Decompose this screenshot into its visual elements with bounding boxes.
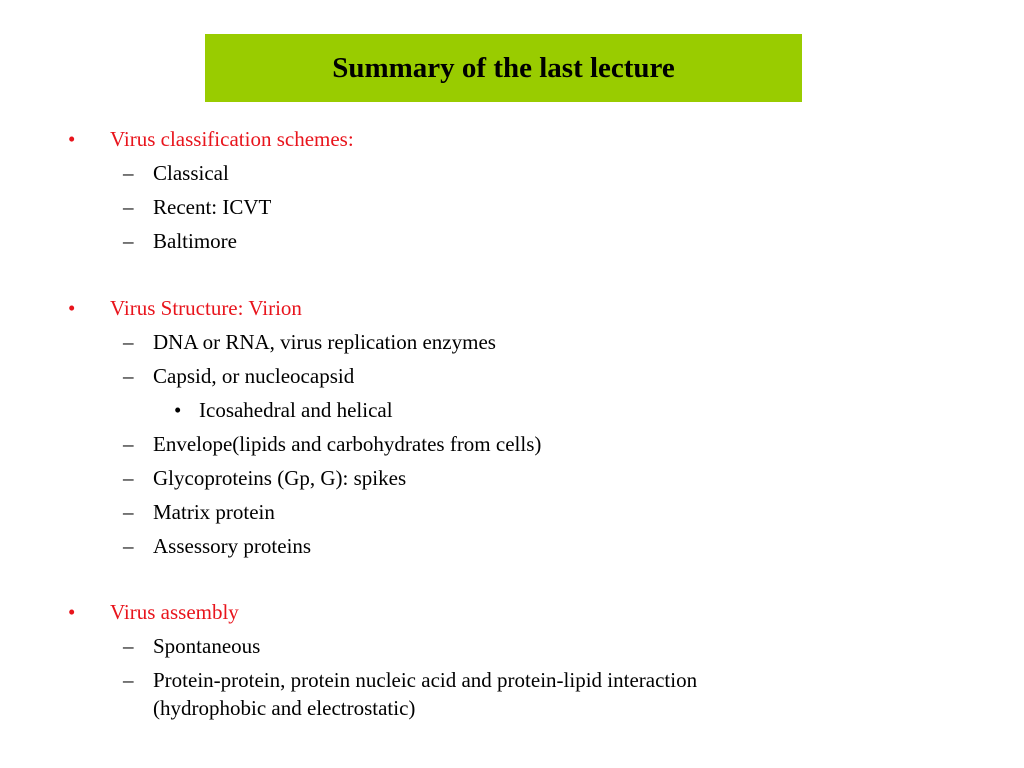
dash-icon: – — [123, 634, 134, 658]
dash-icon: – — [123, 161, 134, 185]
list-item-continuation: (hydrophobic and electrostatic) — [153, 696, 416, 720]
list-item: Protein-protein, protein nucleic acid and protein-lipid interaction — [153, 668, 698, 692]
list-item: Classical — [153, 161, 229, 185]
dash-icon: – — [123, 466, 134, 490]
list-item: Envelope(lipids and carbohydrates from cells) — [153, 432, 542, 456]
title-banner — [205, 34, 802, 102]
bullet-icon: • — [174, 398, 182, 422]
dash-icon: – — [123, 195, 134, 219]
list-subitem: Icosahedral and helical — [199, 398, 393, 422]
dash-icon: – — [123, 534, 134, 558]
list-item: Recent: ICVT — [153, 195, 272, 219]
dash-icon: – — [123, 500, 134, 524]
list-item: Matrix protein — [153, 500, 275, 524]
bullet-icon: • — [68, 600, 76, 624]
list-item: DNA or RNA, virus replication enzymes — [153, 330, 496, 354]
dash-icon: – — [123, 432, 134, 456]
section-heading-structure: Virus Structure: Virion — [110, 296, 302, 320]
dash-icon: – — [123, 330, 134, 354]
bullet-icon: • — [68, 127, 76, 151]
slide-title: Summary of the last lecture — [332, 51, 675, 84]
list-item: Spontaneous — [153, 634, 261, 658]
list-item: Baltimore — [153, 229, 237, 253]
section-heading-assembly: Virus assembly — [110, 600, 239, 624]
list-item: Capsid, or nucleocapsid — [153, 364, 355, 388]
bullet-icon: • — [68, 296, 76, 320]
dash-icon: – — [123, 668, 134, 692]
dash-icon: – — [123, 364, 134, 388]
list-item: Assessory proteins — [153, 534, 312, 558]
section-heading-classification: Virus classification schemes: — [110, 127, 354, 151]
list-item: Glycoproteins (Gp, G): spikes — [153, 466, 407, 490]
dash-icon: – — [123, 229, 134, 253]
